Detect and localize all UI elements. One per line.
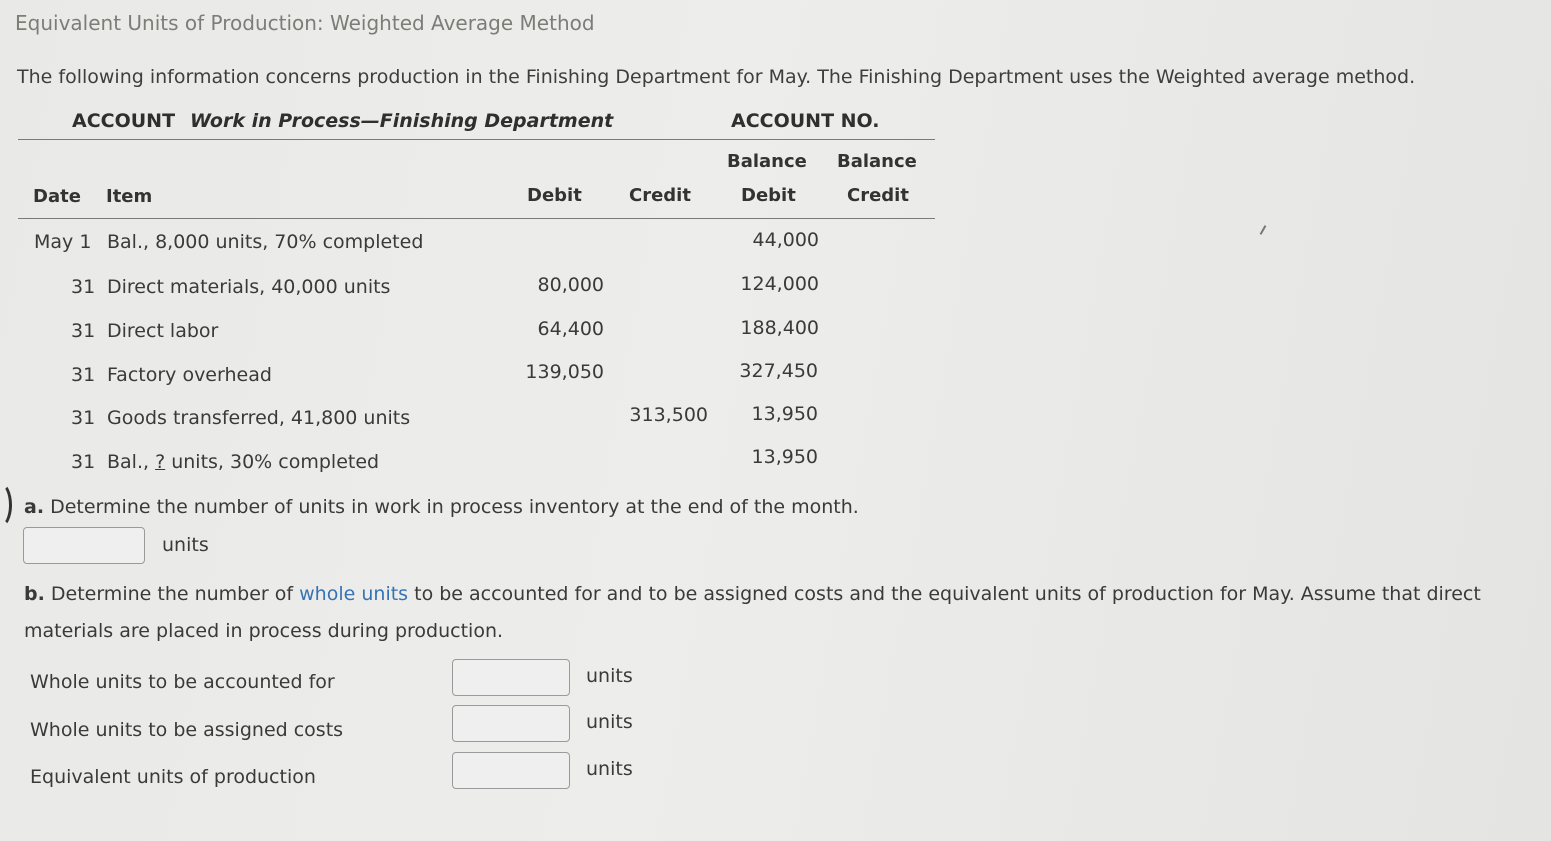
margin-bracket-mark — [0, 482, 12, 528]
ledger-row-4-date: 31 — [71, 364, 96, 386]
ledger-row-3-date: 31 — [71, 320, 96, 342]
whole-units-assigned-input[interactable] — [452, 705, 570, 742]
ledger-row-3-balance-debit: 188,400 — [740, 317, 819, 339]
equivalent-units-input[interactable] — [452, 752, 570, 789]
account-label: ACCOUNT — [72, 110, 176, 132]
col-credit: Credit — [629, 185, 691, 206]
question-a-letter: a. — [24, 496, 45, 518]
ledger-row-4-debit: 139,050 — [525, 361, 604, 383]
whole-units-assigned-unit: units — [586, 711, 633, 733]
ledger-row-1-date: May 1 — [34, 231, 92, 253]
whole-units-accounted-input[interactable] — [452, 659, 570, 696]
account-name: Work in Process—Finishing Department — [190, 110, 614, 132]
ledger-row-6-item-suffix: units, 30% completed — [165, 451, 380, 473]
answer-a-unit-label: units — [162, 534, 209, 556]
ledger-row-4-balance-debit: 327,450 — [739, 360, 818, 382]
equivalent-units-unit: units — [586, 758, 633, 780]
question-b-line-2: materials are placed in process during production. — [24, 620, 504, 642]
page-title: Equivalent Units of Production: Weighted Average Method — [15, 11, 595, 35]
header-bottom-rule — [18, 218, 935, 219]
whole-units-link[interactable]: whole units — [299, 583, 409, 605]
ledger-row-6-item — [107, 451, 379, 473]
question-a — [24, 496, 859, 518]
ledger-row-2-date: 31 — [71, 276, 96, 298]
ledger-row-3-debit: 64,400 — [537, 318, 604, 340]
question-b-text-before: Determine the number of — [50, 583, 300, 605]
header-top-rule — [18, 139, 935, 140]
col-item: Item — [106, 186, 153, 207]
ledger-row-6-item-prefix: Bal., — [107, 451, 156, 473]
whole-units-accounted-unit: units — [586, 665, 633, 687]
account-number-label: ACCOUNT NO. — [731, 110, 880, 132]
ledger-row-2-item: Direct materials, 40,000 units — [107, 276, 391, 298]
col-debit: Debit — [527, 185, 582, 206]
ledger-row-2-debit: 80,000 — [537, 274, 604, 296]
ledger-row-6-balance-debit: 13,950 — [751, 446, 818, 468]
ledger-row-6-date: 31 — [71, 451, 96, 473]
ledger-row-1-balance-debit: 44,000 — [752, 229, 819, 251]
ledger-row-5-balance-debit: 13,950 — [751, 403, 818, 425]
intro-text: The following information concerns production in the Finishing Department for May. The Finishing Department uses the Weighted average method. — [17, 66, 1416, 88]
stray-pen-mark — [1260, 225, 1267, 235]
ledger-row-2-balance-debit: 124,000 — [740, 273, 819, 295]
col-balance-debit: Debit — [741, 185, 796, 206]
ledger-row-6-item-unknown: ? — [155, 451, 166, 473]
ledger-row-5-date: 31 — [71, 407, 96, 429]
col-date: Date — [33, 186, 81, 207]
whole-units-assigned-label: Whole units to be assigned costs — [30, 719, 344, 741]
answer-a-ending-wip-units-input[interactable] — [23, 527, 145, 564]
question-a-text: Determine the number of units in work in process inventory at the end of the month. — [50, 496, 859, 518]
equivalent-units-label: Equivalent units of production — [30, 766, 316, 788]
col-balance-credit-top: Balance — [837, 151, 917, 172]
whole-units-accounted-label: Whole units to be accounted for — [30, 671, 335, 693]
ledger-row-5-credit: 313,500 — [629, 404, 708, 426]
ledger-row-4-item: Factory overhead — [107, 364, 272, 386]
question-b-text-after: to be accounted for and to be assigned costs and the equivalent units of production for May. Assume that direct — [408, 583, 1481, 605]
ledger-row-5-item: Goods transferred, 41,800 units — [107, 407, 411, 429]
ledger-row-3-item: Direct labor — [107, 320, 219, 342]
col-balance-credit: Credit — [847, 185, 909, 206]
col-balance-debit-top: Balance — [727, 151, 807, 172]
question-b-line-1 — [24, 583, 1481, 605]
question-b-letter: b. — [24, 583, 45, 605]
ledger-row-1-item: Bal., 8,000 units, 70% completed — [107, 231, 424, 253]
